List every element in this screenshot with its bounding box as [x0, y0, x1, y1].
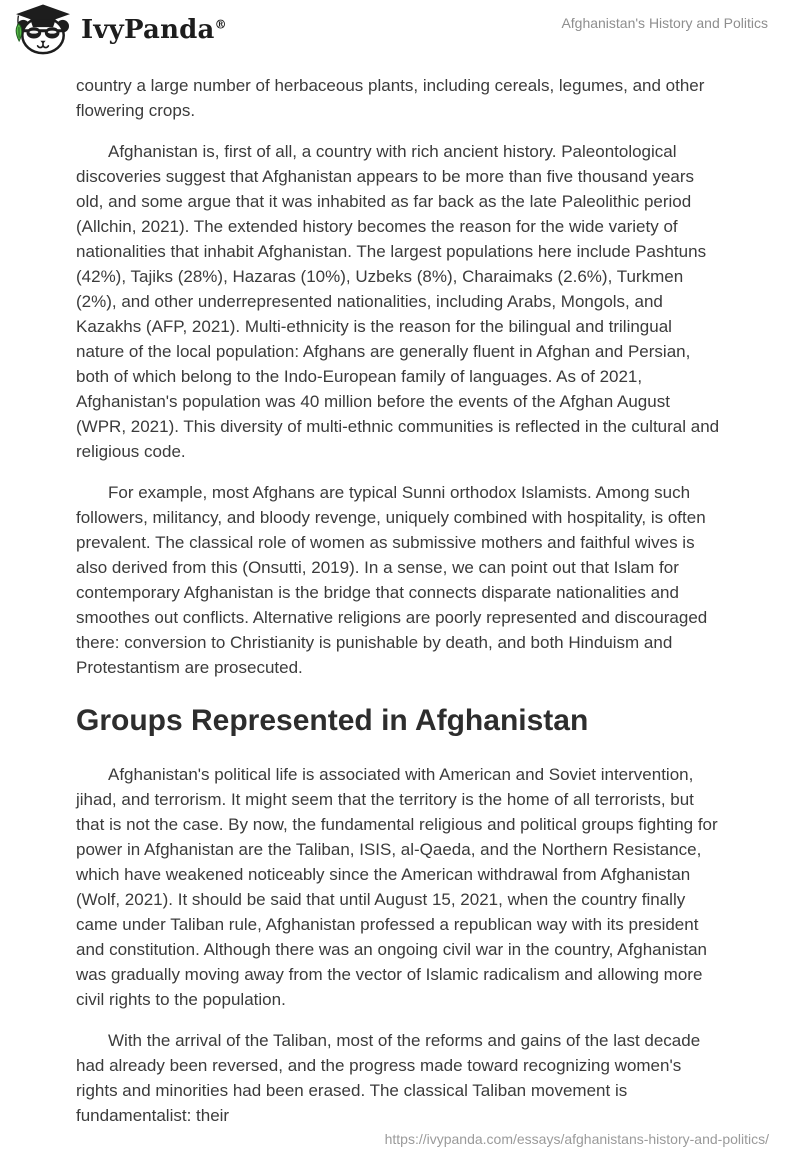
paragraph: For example, most Afghans are typical Sunni orthodox Islamists. Among such followers, militancy, and bloody revenge, uniquely combined with hospitality, is often prevalent. The classical role of women as submissive mothers and faithful wives is also derived from this (Onsutti, 2019). In a sense, we can point out that Islam for contemporary Afghanistan is the bridge that connects disparate nationalities and smoothes out conflicts. Alternative religions are poorly represented and discouraged there: conversion to Christianity is punishable by death, and both Hinduism and Protestantism are prosecuted.: [76, 483, 708, 677]
page-header: [0, 0, 800, 64]
paragraph: With the arrival of the Taliban, most of the reforms and gains of the last decade had already been reversed, and the progress made toward recognizing women's rights and minorities had been erased. The classical Taliban movement is fundamentalist: their: [76, 1031, 701, 1125]
panda-graduate-icon: [14, 4, 72, 56]
paragraph-continuation: country a large number of herbaceous plants, including cereals, legumes, and other flowering crops.: [76, 76, 705, 120]
essay-content: [76, 73, 724, 1144]
section-heading: Groups Represented in Afghanistan: [76, 704, 589, 737]
paragraph: Afghanistan is, first of all, a country with rich ancient history. Paleontological discoveries suggest that Afghanistan appears to be more than five thousand years old, and some argue that it was inhabited as far back as the late Paleolithic period (Allchin, 2021). The extended history becomes the reason for the wide variety of nationalities that inhabit Afghanistan. The largest populations here include Pashtuns (42%), Tajiks (28%), Hazaras (10%), Uzbeks (8%), Charaimaks (2.6%), Turkmen (2%), and other underrepresented nationalities, including Arabs, Mongols, and Kazakhs (AFP, 2021). Multi-ethnicity is the reason for the bilingual and trilingual nature of the local population: Afghans are generally fluent in Afghan and Persian, both of which belong to the Indo-European family of languages. As of 2021, Afghanistan's population was 40 million before the events of the Afghan August (WPR, 2021). This diversity of multi-ethnic communities is reflected in the cultural and religious code.: [76, 142, 720, 461]
brand-name: [81, 15, 227, 45]
document-title: Afghanistan's History and Politics: [561, 15, 768, 31]
paragraph: Afghanistan's political life is associated with American and Soviet intervention, jihad, and terrorism. It might seem that the territory is the home of all terrorists, but that is not the case. By now, the fundamental religious and political groups fighting for power in Afghanistan are the Taliban, ISIS, al-Qaeda, and the Northern Resistance, which have weakened noticeably since the American withdrawal from Afghanistan (Wolf, 2021). It should be said that until August 15, 2021, when the country finally came under Taliban rule, Afghanistan professed a republican way with its president and constitution. Although there was an ongoing civil war in the country, Afghanistan was gradually moving away from the vector of Islamic radicalism and allowing more civil rights to the population.: [76, 765, 718, 1009]
source-url: https://ivypanda.com/essays/afghanistans-history-and-politics/: [384, 1131, 769, 1147]
brand: [14, 4, 227, 56]
brand-name-text: IvyPanda: [81, 15, 215, 45]
registered-trademark-symbol: ®: [214, 17, 227, 32]
